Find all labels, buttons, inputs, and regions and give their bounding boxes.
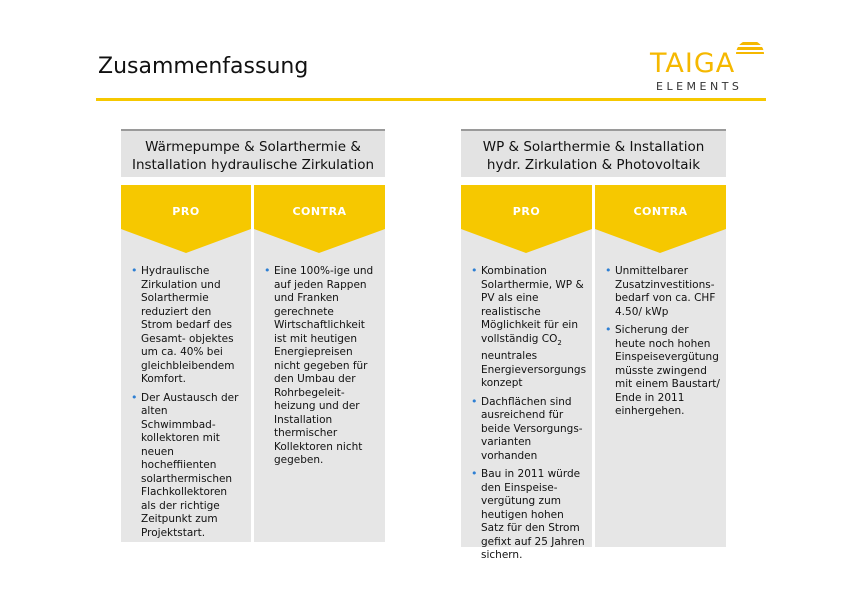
- pro-item-text: neuntrales Energieversorgungs konzept: [481, 350, 587, 390]
- list-item: • Unmittelbarer Zusatzinvestitions- bedarf von ca. CHF 4.50/ kWp: [605, 265, 720, 319]
- left-contra-column: [254, 185, 385, 542]
- right-pro-label: PRO: [512, 205, 541, 218]
- contra-chevron: [595, 185, 726, 253]
- title-divider: [96, 98, 766, 101]
- list-item: • Bau in 2011 würde den Einspeise- vergütung zum heutigen hohen Satz für den Strom gefixt auf 25 Jahren sichern.: [471, 468, 586, 563]
- left-contra-label: CONTRA: [292, 205, 347, 218]
- right-contra-label: CONTRA: [633, 205, 688, 218]
- right-block-title: [461, 129, 726, 177]
- left-block-title: [121, 129, 385, 177]
- list-item: • Hydraulische Zirkulation und Solarthermie reduziert den Strom bedarf des Gesamt- objektes um ca. 40% bei gleichbleibendem Komfort.: [131, 265, 245, 387]
- contra-chevron: [254, 185, 385, 253]
- left-title-line1: Wärmepumpe & Solarthermie &: [145, 139, 361, 155]
- co2-subscript: 2: [557, 338, 562, 347]
- sun-icon: [732, 28, 768, 58]
- pro-item-text: Kombination Solarthermie, WP & PV als eine realistische Möglichkeit für ein vollständig CO: [481, 265, 584, 345]
- logo-word: TAIGA: [650, 48, 736, 79]
- left-pro-label: PRO: [172, 205, 200, 218]
- right-title-line1: WP & Solarthermie & Installation: [482, 139, 705, 155]
- logo-subtitle: ELEMENTS: [656, 80, 743, 93]
- page-title: Zusammenfassung: [98, 54, 309, 79]
- taiga-elements-logo: [640, 28, 770, 94]
- right-title-line2: hydr. Zirkulation & Photovoltaik: [486, 157, 701, 173]
- pro-chevron: [461, 185, 592, 253]
- pro-chevron: [121, 185, 251, 253]
- list-item: • Der Austausch der alten Schwimmbad- kollektoren mit neuen hocheffiienten solarthermischen Flachkollektoren als der richtige Zeitpunkt zum Projektstart.: [131, 392, 245, 541]
- right-contra-column: [595, 185, 726, 547]
- left-pro-list: [121, 265, 251, 545]
- right-pro-column: [461, 185, 592, 562]
- right-contra-list: [595, 265, 726, 424]
- right-pro-list: [461, 265, 592, 568]
- list-item: • Sicherung der heute noch hohen Einspeisevergütung müsste zwingend mit einem Baustart/ Ende in 2011 einhergehen.: [605, 324, 720, 419]
- left-title-line2: Installation hydraulische Zirkulation: [131, 157, 375, 173]
- list-item: • Eine 100%-ige und auf jeden Rappen und Franken gerechnete Wirtschaftlichkeit ist mit heutigen Energiepreisen nicht gegeben für den Umbau der Rohrbegeleit- heizung und der Installation thermischer Kollektoren nicht gegeben.: [264, 265, 379, 468]
- list-item: [471, 265, 586, 391]
- left-pro-column: [121, 185, 251, 542]
- list-item: • Dachflächen sind ausreichend für beide Versorgungs- varianten vorhanden: [471, 396, 586, 464]
- left-contra-list: [254, 265, 385, 473]
